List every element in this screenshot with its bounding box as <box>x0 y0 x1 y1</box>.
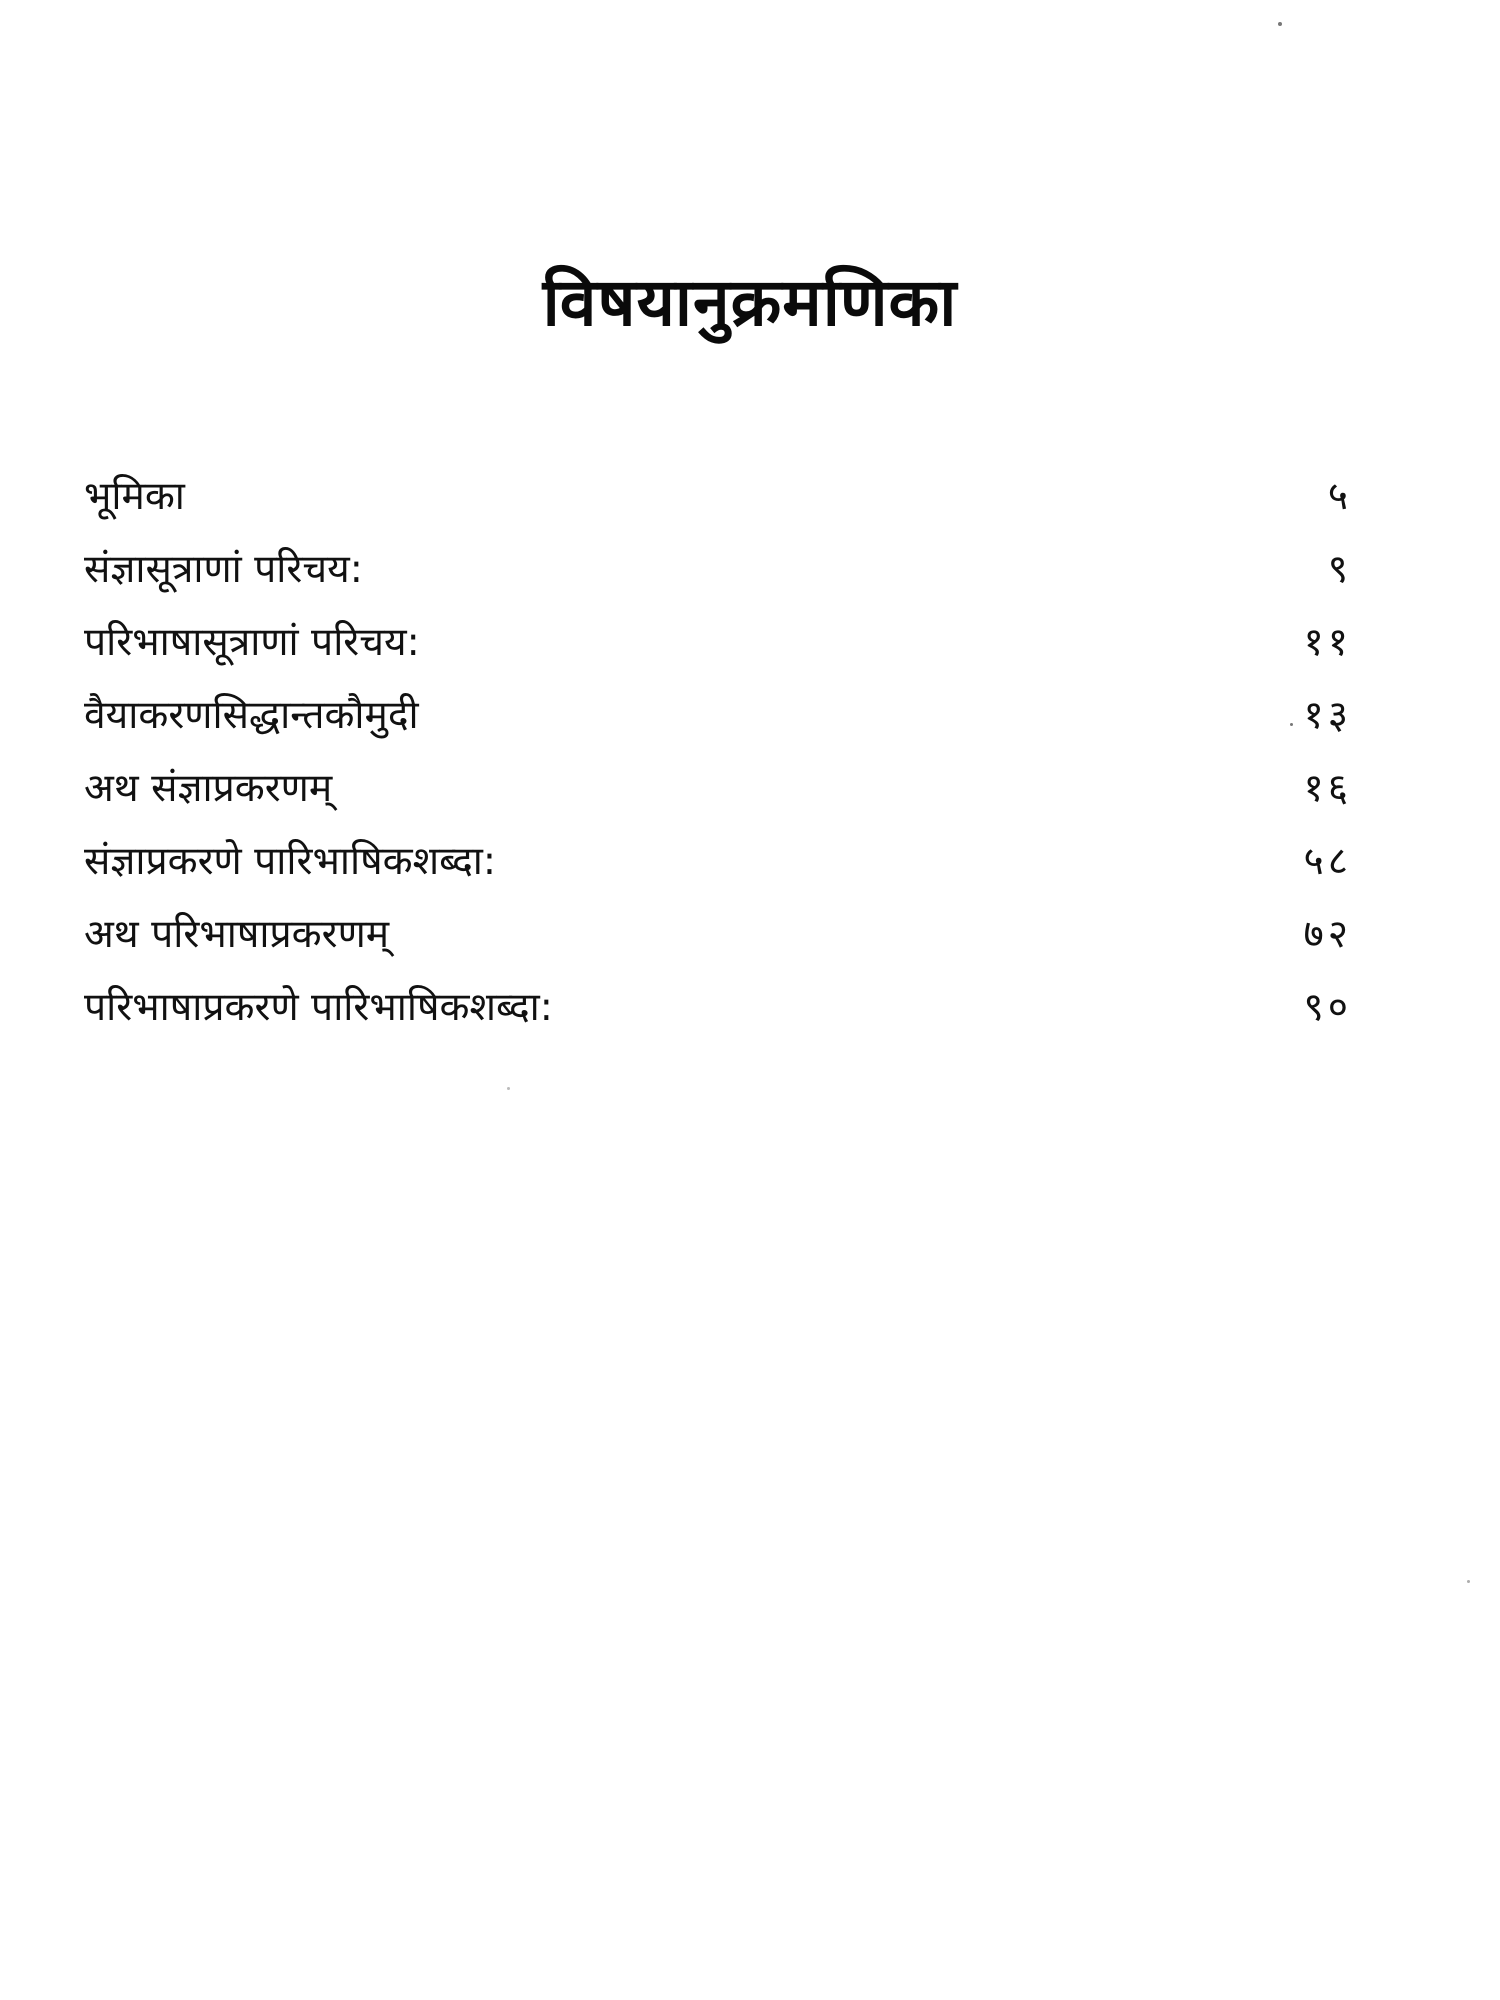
toc-entry-page: ९ <box>1327 547 1352 592</box>
toc-entry-title: अथ संज्ञाप्रकरणम् <box>84 766 333 811</box>
page-title: विषयानुक्रमणिका <box>542 264 958 341</box>
toc-entry-page: ५ <box>1327 474 1352 519</box>
toc-entry-page: १६ <box>1303 766 1352 811</box>
toc-entry-page: ११ <box>1303 620 1352 665</box>
toc-entry-title: भूमिका <box>84 474 185 519</box>
scan-speck <box>507 1087 510 1090</box>
toc-entry <box>84 898 1352 971</box>
scan-speck <box>1278 22 1282 26</box>
scan-speck <box>1467 1580 1470 1583</box>
toc-entry <box>84 679 1352 752</box>
toc-entry <box>84 460 1352 533</box>
toc-entry-page: ९० <box>1303 985 1352 1030</box>
toc-entry <box>84 752 1352 825</box>
toc-entry-page: ७२ <box>1303 912 1352 957</box>
toc-entry <box>84 825 1352 898</box>
toc-entry-title: संज्ञाप्रकरणे पारिभाषिकशब्दा: <box>84 839 497 884</box>
toc-entry-title: अथ परिभाषाप्रकरणम् <box>84 912 390 957</box>
toc-entry <box>84 533 1352 606</box>
toc-entry-title: संज्ञासूत्राणां परिचय: <box>84 547 363 592</box>
toc-entry <box>84 606 1352 679</box>
toc-entry <box>84 971 1352 1044</box>
scan-speck <box>1290 723 1293 726</box>
table-of-contents <box>84 460 1352 1044</box>
toc-entry-title: परिभाषासूत्राणां परिचय: <box>84 620 420 665</box>
toc-entry-title: वैयाकरणसिद्धान्तकौमुदी <box>84 693 419 738</box>
toc-entry-title: परिभाषाप्रकरणे पारिभाषिकशब्दा: <box>84 985 553 1030</box>
toc-entry-page: ५८ <box>1303 839 1352 884</box>
toc-entry-page: १३ <box>1303 693 1352 738</box>
